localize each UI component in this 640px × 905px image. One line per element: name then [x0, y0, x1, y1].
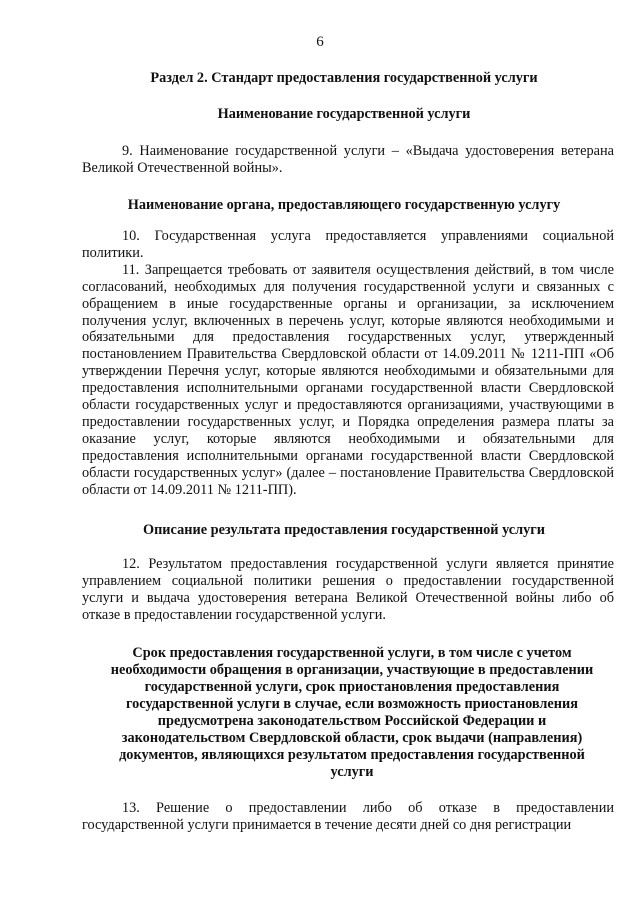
heading-service-name: Наименование государственной услуги [217, 106, 471, 122]
paragraph-10: 10. Государственная услуга предоставляется управлениями социальной политики. [82, 228, 614, 261]
paragraph-9: 9. Наименование государственной услуги – «Выдача удостоверения ветерана Великой Отечественной войны». [82, 143, 614, 176]
section-title: Раздел 2. Стандарт предоставления государственной услуги [150, 70, 538, 86]
paragraph-12: 12. Результатом предоставления государственной услуги является принятие управлением социальной политики решения о предоставлении государственной услуги и выдача удостоверения ветерана Великой Отечественной войны либо об отказе в предоставлении государственной услуги. [82, 556, 614, 623]
section-service-name [82, 143, 614, 177]
section-term [82, 800, 614, 834]
heading-providing-body: Наименование органа, предоставляющего государственную услугу [127, 197, 561, 213]
paragraph-13: 13. Решение о предоставлении либо об отказе в предоставлении государственной услуги принимается в течение десяти дней со дня регистрации [82, 800, 614, 833]
section-result [82, 556, 614, 624]
page-number: 6 [316, 34, 324, 50]
heading-term: Срок предоставления государственной услуги, в том числе с учетом необходимости обращения в организации, участвующие в предоставлении государственной услуги, срок приостановления предоставления государственной услуги в случае, если возможность приостановления предусмотрена законодательством Российской Федерации и законодательством Свердловской области, срок выдачи (направления) документов, являющихся результатом предоставления государственной услуги [110, 645, 594, 780]
paragraph-11: 11. Запрещается требовать от заявителя осуществления действий, в том числе согласований, необходимых для получения государственной услуги и связанных с обращением в иные государственные органы и организации, за исключением получения услуг, включенных в перечень услуг, которые являются необходимыми и обязательными для предоставления государственных услуг, утвержденный постановлением Правительства Свердловской области от 14.09.2011 № 1211-ПП «Об утверждении Перечня услуг, которые являются необходимыми и обязательными для предоставления исполнительными органами государственной власти Свердловской области государственных услуг и предоставляются организациями, участвующими в предоставлении государственных услуг, и Порядка определения размера платы за оказание услуг, которые являются необходимыми и обязательными для предоставления исполнительными органами государственной власти Свердловской области государственных услуг» (далее – постановление Правительства Свердловской области от 14.09.2011 № 1211-ПП). [82, 261, 614, 498]
heading-result: Описание результата предоставления государственной услуги [142, 522, 546, 538]
section-providing-body [82, 228, 614, 499]
